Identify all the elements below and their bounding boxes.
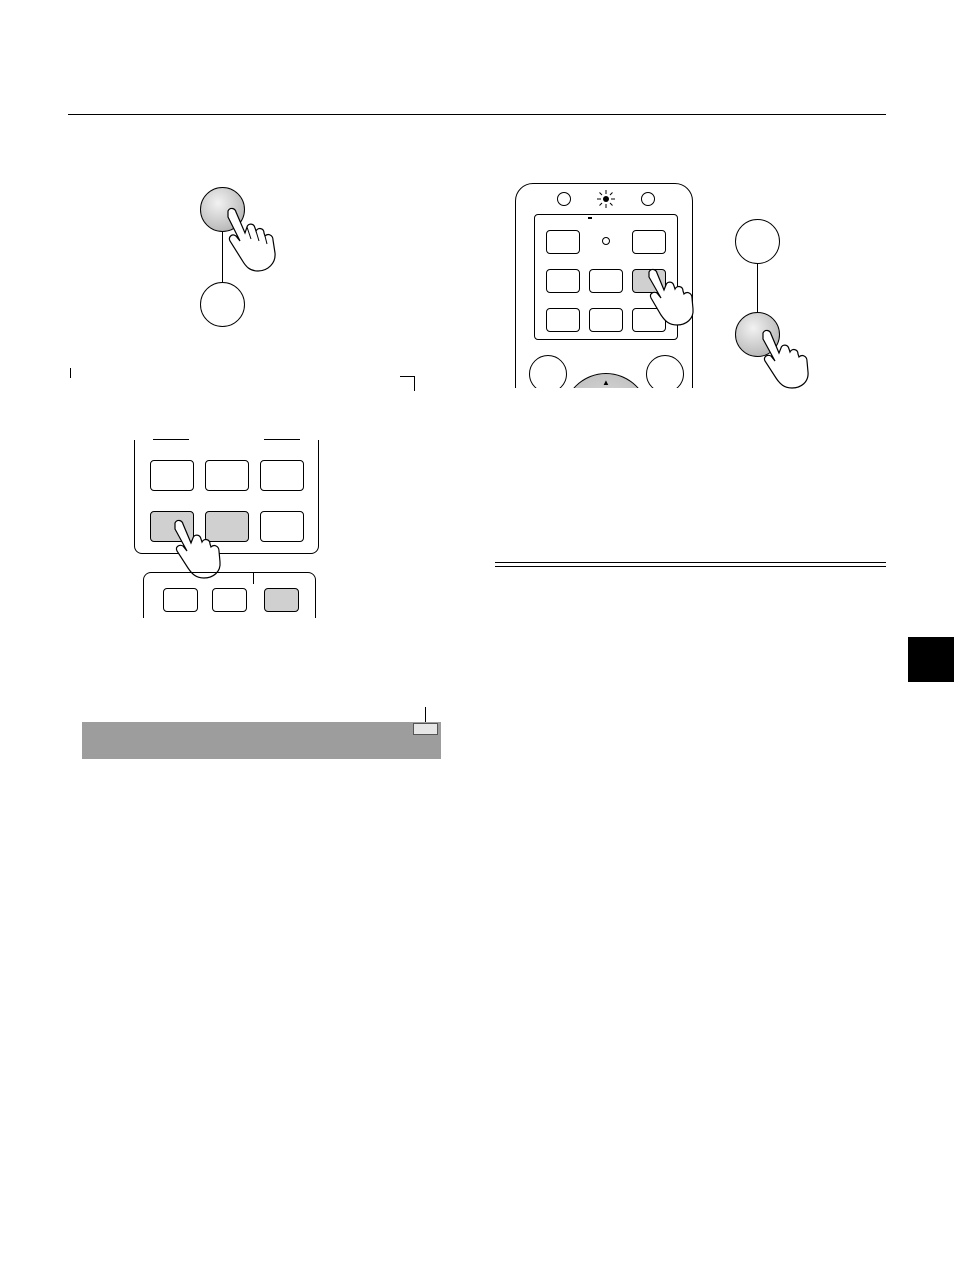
remote-illustration <box>515 183 695 388</box>
pressing-hand-icon <box>643 267 695 327</box>
pressing-hand-icon <box>168 518 224 580</box>
section-tab-marker <box>908 637 954 682</box>
top-rule <box>68 114 886 115</box>
laser-button[interactable] <box>646 355 684 388</box>
screen-header-bar <box>82 722 441 759</box>
indicator-right <box>641 192 655 206</box>
help-button[interactable] <box>163 588 198 612</box>
note-box <box>495 562 886 567</box>
flow-bracket-side <box>414 376 415 391</box>
source-tag <box>413 723 438 735</box>
video-button[interactable] <box>546 269 580 293</box>
indicator-left <box>557 192 571 206</box>
autoadj-button[interactable] <box>260 460 304 491</box>
auto-adjust-button-illustration <box>200 282 245 327</box>
svideo-button[interactable] <box>205 460 249 491</box>
power-off-button[interactable] <box>546 230 580 254</box>
pressing-hand-icon <box>220 205 282 273</box>
power-led <box>602 237 610 245</box>
video-button[interactable] <box>150 460 194 491</box>
color-bars-top <box>82 759 441 840</box>
power-on-button[interactable] <box>632 230 666 254</box>
connector-line <box>757 264 758 313</box>
flow-bracket-top <box>400 376 414 377</box>
color-bars-bottom <box>82 840 441 948</box>
up-arrow-icon: ▲ <box>602 378 610 387</box>
source-display-screen <box>82 722 441 948</box>
caption-pointer-line <box>425 707 426 723</box>
svideo-button[interactable] <box>589 269 623 293</box>
menu-button[interactable] <box>529 355 567 388</box>
pccard-button[interactable] <box>264 588 299 612</box>
rgb1-button[interactable] <box>546 308 580 332</box>
power-label <box>588 217 592 219</box>
source-button-illustration <box>735 219 780 264</box>
pj-button[interactable] <box>260 511 304 542</box>
flow-bracket-left <box>70 368 71 378</box>
pressing-hand-icon <box>756 328 814 390</box>
pointer-button[interactable] <box>212 588 247 612</box>
rgb2-button[interactable] <box>589 308 623 332</box>
laser-warning-icon <box>596 189 616 209</box>
